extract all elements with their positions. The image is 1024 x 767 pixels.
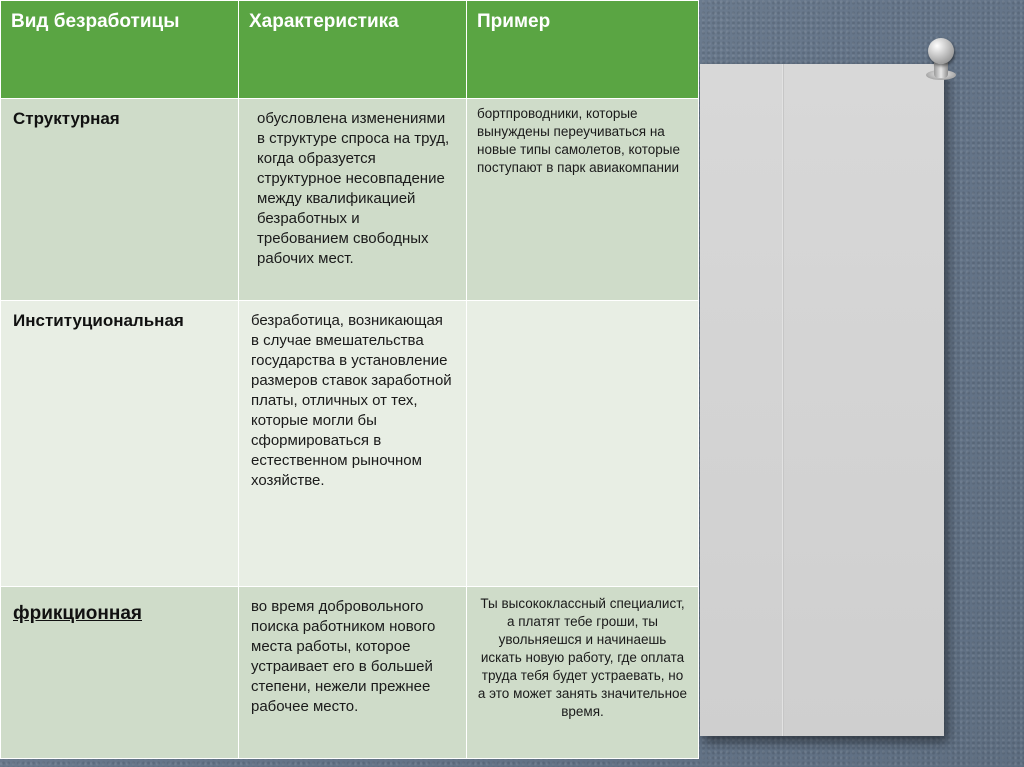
characteristic-cell: обусловлена изменениями в структуре спроса на труд, когда образуется структурное несовпадение между квалификацией безработных и требованием свободных рабочих мест.: [239, 99, 467, 301]
type-cell: Структурная: [1, 99, 239, 301]
table-row: [1, 99, 699, 301]
push-pin-icon: [922, 38, 960, 82]
characteristic-cell: безработица, возникающая в случае вмешательства государства в установление размеров ставок заработной платы, отличных от тех, которые могли бы сформироваться в естественном рыночном хозяйстве.: [239, 301, 467, 587]
paper-fold-line: [782, 64, 784, 736]
header-characteristic: Характеристика: [239, 1, 467, 99]
type-label: фрикционная: [13, 603, 142, 624]
characteristic-cell: во время добровольного поиска работником нового места работы, которое устраивает его в большей степени, нежели прежнее рабочее место.: [239, 587, 467, 759]
paper-note: [700, 64, 944, 736]
type-cell: [1, 587, 239, 759]
table-header-row: [1, 1, 699, 99]
table-row: [1, 301, 699, 587]
example-cell: [467, 301, 699, 587]
header-example: Пример: [467, 1, 699, 99]
header-type: Вид безработицы: [1, 1, 239, 99]
table-row: [1, 587, 699, 759]
example-cell: Ты высококлассный специалист, а платят тебе гроши, ты увольняешся и начинаешь искать новую работу, где оплата труда тебя будет устраевать, но а это может занять значительное время.: [467, 587, 699, 759]
example-cell: бортпроводники, которые вынуждены переучиваться на новые типы самолетов, которые поступают в парк авиакомпании: [467, 99, 699, 301]
type-cell: Институциональная: [1, 301, 239, 587]
